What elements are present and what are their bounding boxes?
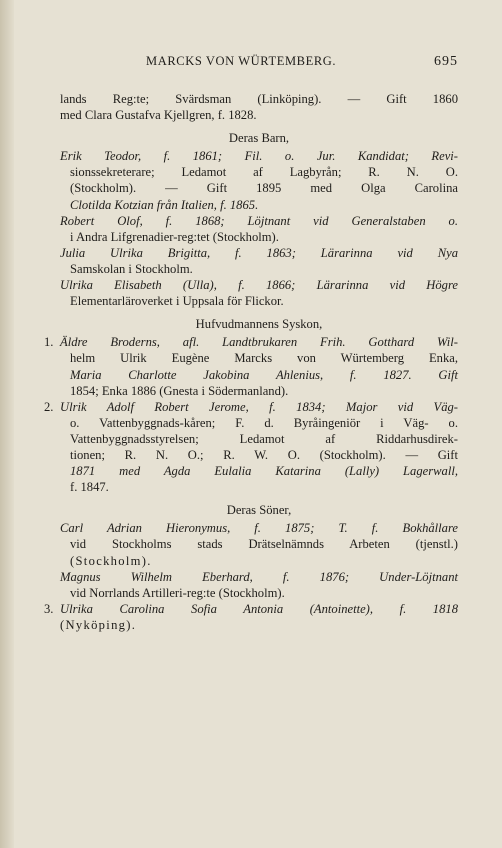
list-item — [44, 601, 458, 633]
text-line: sionssekreterare; Ledamot af Lagbyrån; R. N. O. — [70, 165, 458, 180]
list-item — [44, 334, 458, 398]
text-line: med Clara Gustafva Kjellgren, f. 1828. — [60, 108, 257, 123]
text-line: helm Ulrik Eugène Marcks von Würtemberg Enka, — [70, 351, 458, 366]
text-line: Magnus Wilhelm Eberhard, f. 1876; Under-Löjtnant — [60, 569, 458, 584]
text-line: Ulrika Carolina Sofia Antonia (Antoinette), f. 1818 — [60, 601, 458, 616]
text-line: Clotilda Kotzian från Italien, f. 1865. — [70, 197, 259, 212]
section-heading: Deras Söner, — [226, 503, 292, 518]
text-line: Samskolan i Stockholm. — [70, 261, 193, 276]
page-number: 695 — [434, 54, 458, 69]
item-number: 3. — [44, 601, 54, 616]
page-edge-shadow — [0, 0, 14, 848]
text-line: (Stockholm). — [70, 553, 152, 568]
text-line: i Andra Lifgrenadier-reg:tet (Stockholm). — [70, 229, 279, 244]
text-line: o. Vattenbyggnads-kåren; F. d. Byråingeniör i Väg- o. — [70, 415, 458, 430]
text-line: 1871 med Agda Eulalia Katarina (Lally) Lagerwall, — [70, 464, 458, 479]
text-line: Maria Charlotte Jakobina Ahlenius, f. 1827. Gift — [70, 367, 458, 382]
section-heading: Deras Barn, — [228, 131, 290, 146]
text-line: tionen; R. N. O.; R. W. O. (Stockholm). — Gift — [70, 447, 458, 462]
text-line: Ulrik Adolf Robert Jerome, f. 1834; Major vid Väg- — [60, 399, 458, 414]
section-heading: Hufvudmannens Syskon, — [195, 317, 323, 332]
text-line: Elementarläroverket i Uppsala för Flickor. — [70, 294, 284, 309]
text-line: Julia Ulrika Brigitta, f. 1863; Lärarinna vid Nya — [60, 245, 458, 260]
text-line: vid Stockholms stads Drätselnämnds Arbeten (tjenstl.) — [70, 537, 458, 552]
header-title: MARCKS VON WÜRTEMBERG. — [146, 54, 337, 68]
text-line: f. 1847. — [70, 480, 109, 495]
text-line: lands Reg:te; Svärdsman (Linköping). — Gift 1860 — [60, 92, 458, 106]
text-line: vid Norrlands Artilleri-reg:te (Stockholm). — [70, 585, 285, 600]
text-line: Ulrika Elisabeth (Ulla), f. 1866; Lärarinna vid Högre — [60, 278, 458, 293]
item-number: 2. — [44, 399, 54, 414]
list-item — [44, 399, 458, 496]
text-line: Erik Teodor, f. 1861; Fil. o. Jur. Kandidat; Revi- — [60, 149, 458, 164]
text-line: Äldre Broderns, afl. Landtbrukaren Frih. Gotthard Wil- — [60, 335, 458, 350]
page-body — [44, 91, 458, 633]
text-line: 1854; Enka 1886 (Gnesta i Södermanland). — [70, 383, 289, 398]
text-line: Vattenbyggnadsstyrelsen; Ledamot af Riddarhusdirek- — [70, 431, 458, 446]
running-header — [60, 54, 458, 72]
text-line: (Stockholm). — Gift 1895 med Olga Carolina — [70, 181, 458, 196]
text-line: Carl Adrian Hieronymus, f. 1875; T. f. Bokhållare — [60, 521, 458, 536]
text-line: Robert Olof, f. 1868; Löjtnant vid Generalstaben o. — [60, 213, 458, 228]
text-line: (Nyköping). — [60, 617, 137, 632]
item-number: 1. — [44, 335, 54, 350]
